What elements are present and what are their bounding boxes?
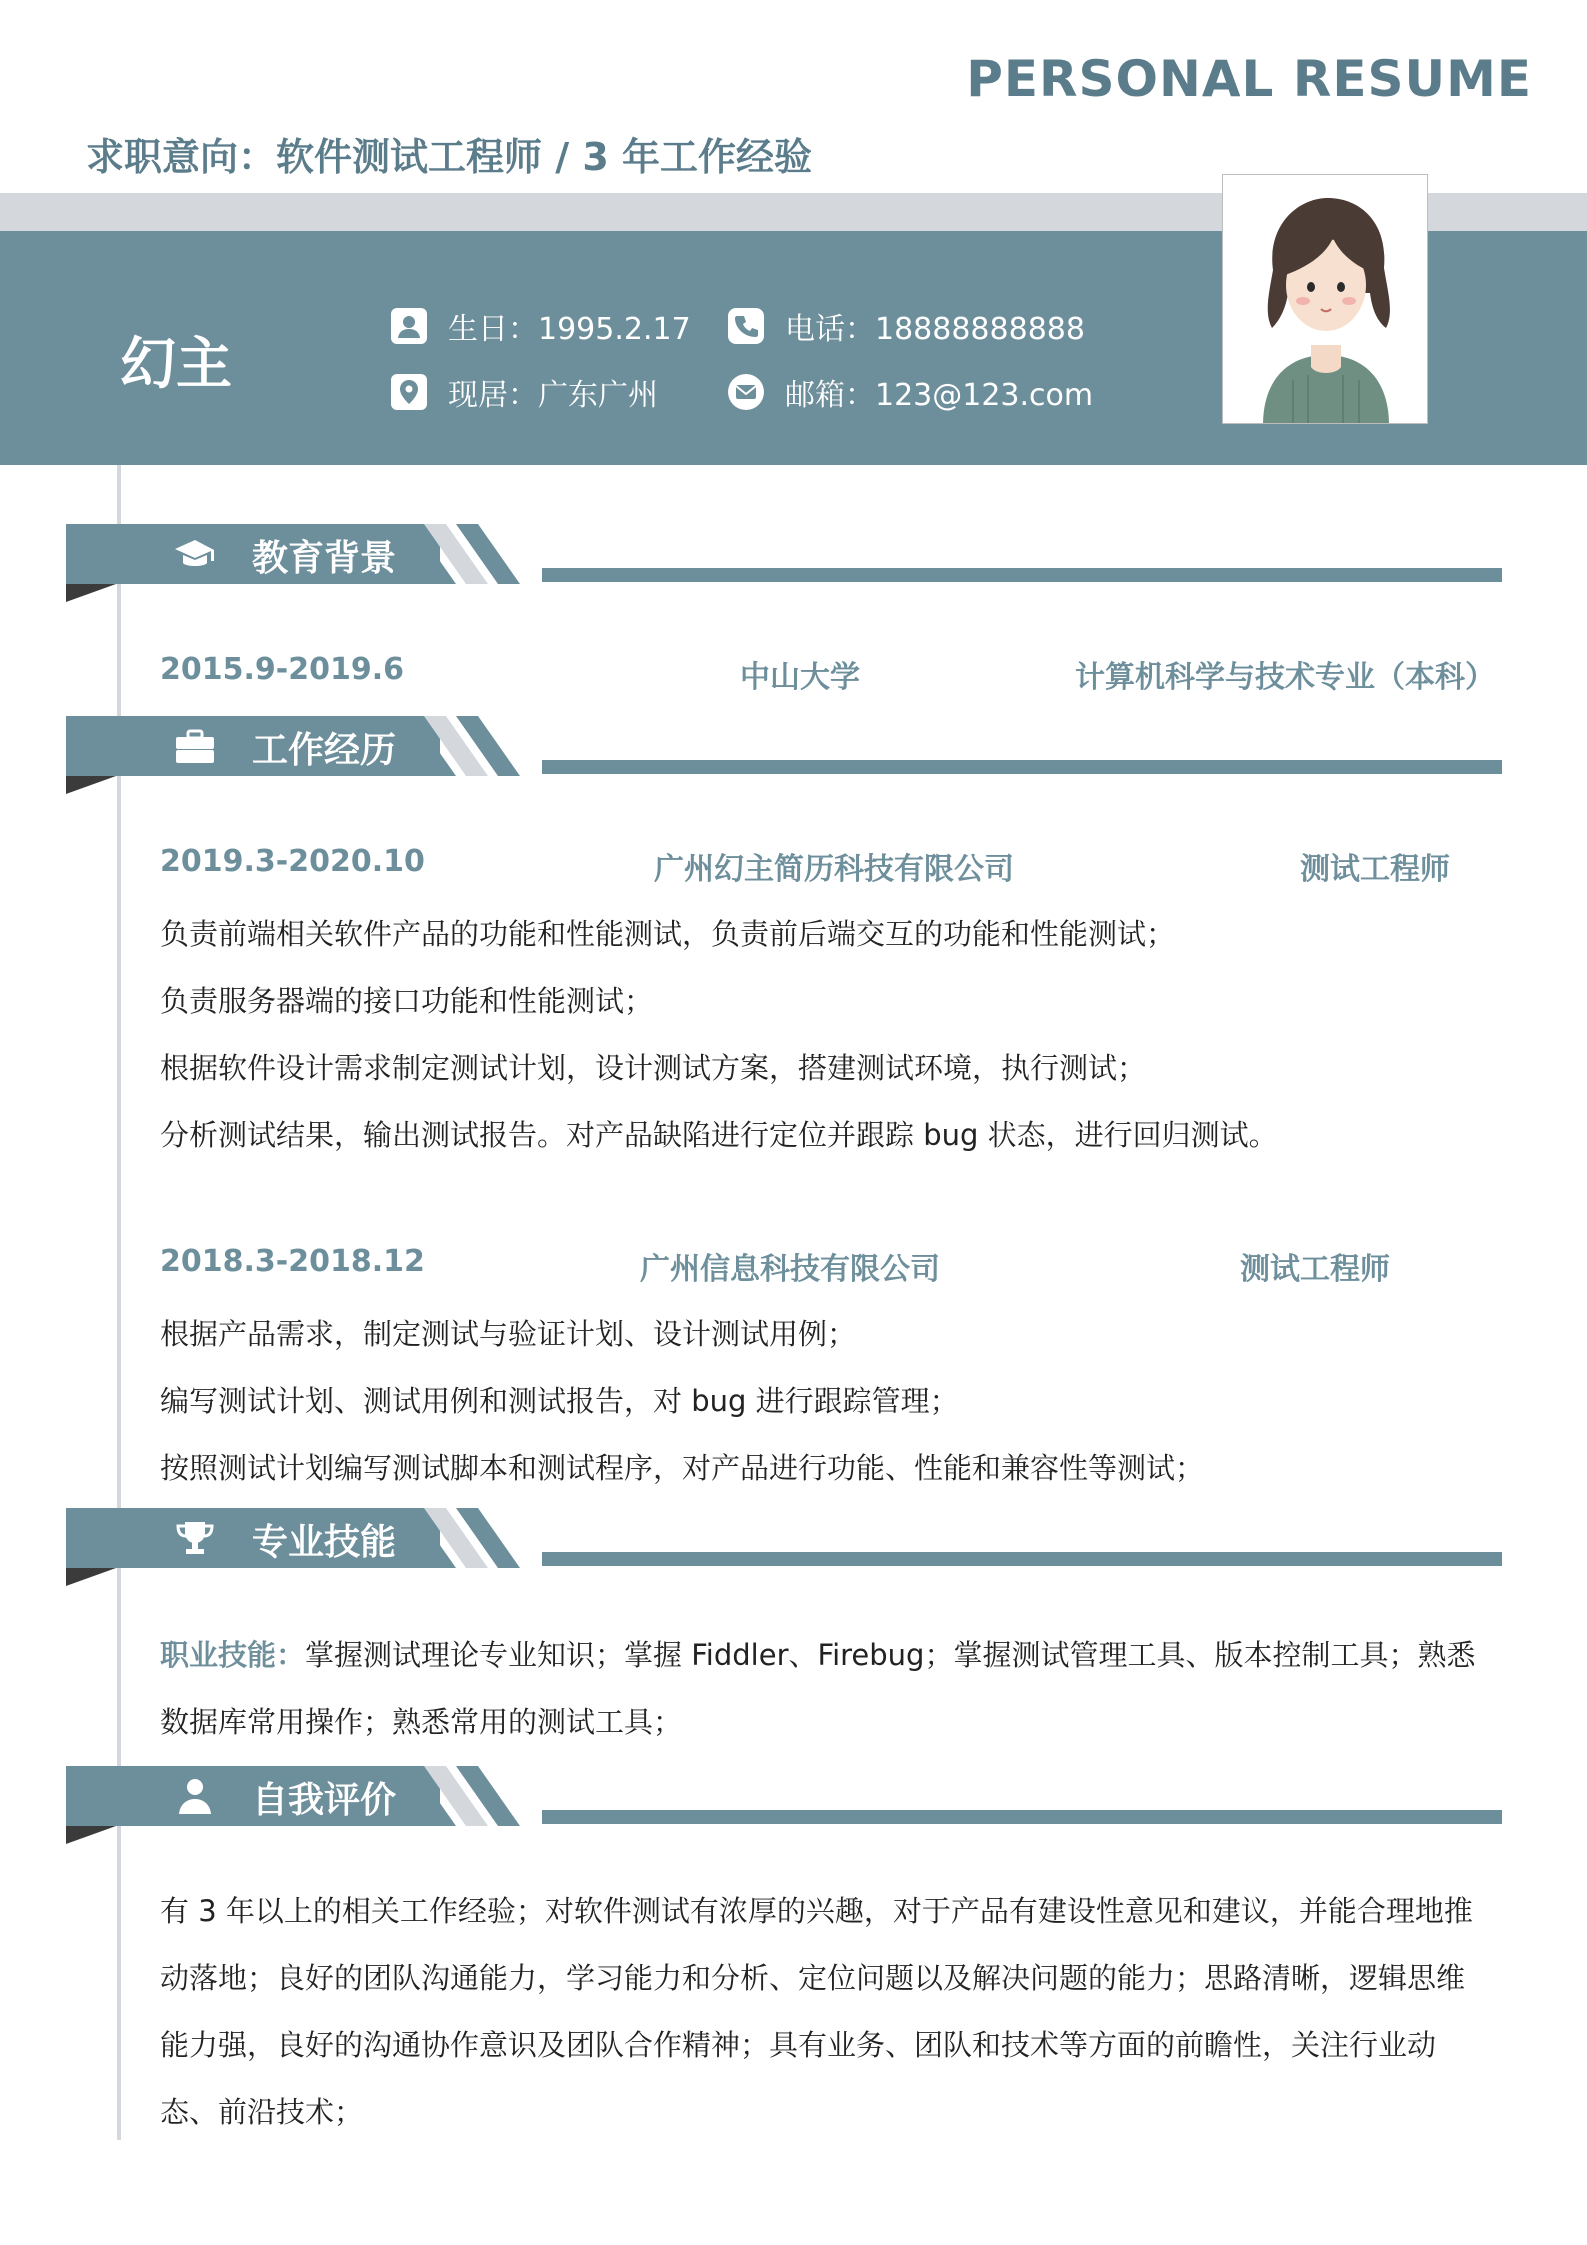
job-duty: 根据产品需求，制定测试与验证计划、设计测试用例；	[160, 1317, 857, 1351]
job-duty: 分析测试结果，输出测试报告。对产品缺陷进行定位并跟踪 bug 状态，进行回归测试。	[160, 1118, 1278, 1152]
birthday-text: 生日：1995.2.17	[448, 312, 691, 347]
candidate-name: 幻主	[120, 332, 232, 397]
location-info	[390, 370, 658, 414]
phone-icon	[727, 307, 765, 345]
job-role: 测试工程师	[1300, 852, 1450, 887]
section-fold	[66, 584, 116, 602]
job-role: 测试工程师	[1240, 1252, 1390, 1287]
phone-text: 电话：18888888888	[785, 312, 1085, 347]
skills-content: 掌握测试理论专业知识；掌握 Fiddler、Firebug；掌握测试管理工具、版本控制工具；熟悉数据库常用操作；熟悉常用的测试工具；	[160, 1638, 1476, 1739]
section-rule	[542, 760, 1502, 774]
education-period: 2015.9-2019.6	[160, 652, 404, 687]
section-title: 教育背景	[252, 538, 397, 579]
job-company: 广州信息科技有限公司	[640, 1252, 940, 1287]
job-duty: 负责服务器端的接口功能和性能测试；	[160, 984, 654, 1018]
section-title: 自我评价	[252, 1780, 397, 1821]
section-rule	[542, 1810, 1502, 1824]
location-text: 现居：广东广州	[448, 378, 658, 413]
email-icon	[727, 373, 765, 411]
section-rule	[542, 1552, 1502, 1566]
job-duty: 根据软件设计需求制定测试计划，设计测试方案，搭建测试环境，执行测试；	[160, 1051, 1147, 1085]
birthday-info	[390, 304, 691, 348]
section-fold	[66, 776, 116, 794]
graduation-cap-icon	[174, 534, 216, 574]
trophy-icon	[174, 1518, 216, 1558]
section-header-education	[66, 524, 1502, 604]
job-period: 2019.3-2020.10	[160, 844, 425, 879]
section-title: 专业技能	[252, 1522, 397, 1563]
phone-info	[727, 304, 1085, 348]
resume-title-en: PERSONAL RESUME	[966, 50, 1532, 108]
section-rule	[542, 568, 1502, 582]
skills-label: 职业技能：	[160, 1638, 306, 1672]
job-period: 2018.3-2018.12	[160, 1244, 425, 1279]
skills-text	[160, 1622, 1490, 1756]
job-duty: 负责前端相关软件产品的功能和性能测试，负责前后端交互的功能和性能测试；	[160, 917, 1176, 951]
user-card-icon	[390, 307, 428, 345]
job-company: 广州幻主简历科技有限公司	[654, 852, 1014, 887]
email-info	[727, 370, 1093, 414]
section-header-skills	[66, 1508, 1502, 1588]
section-header-work	[66, 716, 1502, 796]
email-text: 邮箱：123@123.com	[785, 378, 1094, 413]
job-duty: 编写测试计划、测试用例和测试报告，对 bug 进行跟踪管理；	[160, 1384, 959, 1418]
self-evaluation-text: 有 3 年以上的相关工作经验；对软件测试有浓厚的兴趣，对于产品有建设性意见和建议，并能合理地推动落地；良好的团队沟通能力，学习能力和分析、定位问题以及解决问题的能力；思路清晰，逻辑思维能力强，良好的沟通协作意识及团队合作精神；具有业务、团队和技术等方面的前瞻性，关注行业动态、前沿技术；	[160, 1894, 1473, 2129]
job-duty: 按照测试计划编写测试脚本和测试程序，对产品进行功能、性能和兼容性等测试；	[160, 1451, 1205, 1485]
job-intent: 求职意向：软件测试工程师 / 3 年工作经验	[86, 135, 813, 179]
section-fold	[66, 1826, 116, 1844]
location-icon	[390, 373, 428, 411]
section-fold	[66, 1568, 116, 1586]
education-school: 中山大学	[740, 660, 860, 695]
education-major: 计算机科学与技术专业（本科）	[1075, 660, 1495, 695]
section-title: 工作经历	[252, 730, 397, 771]
briefcase-icon	[174, 726, 216, 766]
person-icon	[174, 1776, 216, 1816]
avatar	[1222, 174, 1428, 424]
section-header-self-evaluation	[66, 1766, 1502, 1846]
